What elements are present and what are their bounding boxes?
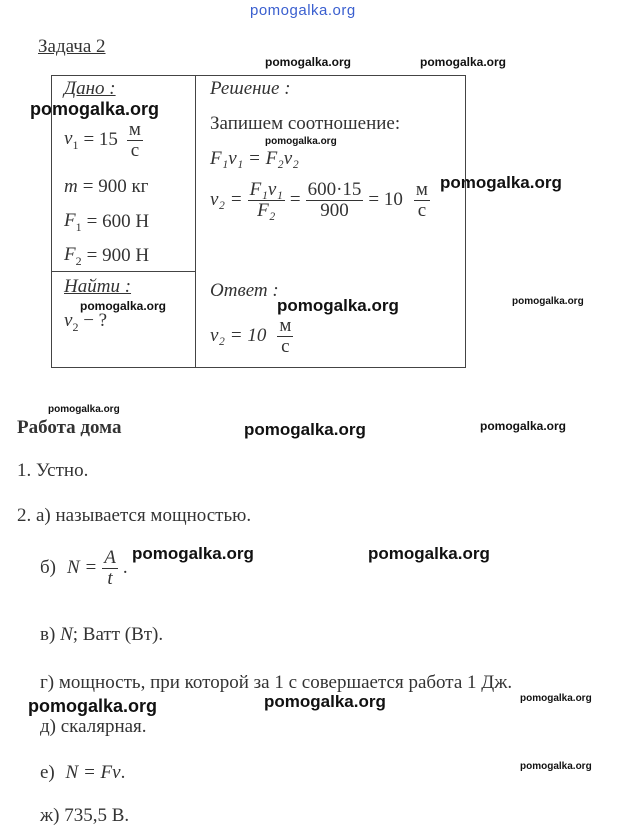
- v1-subscript: 1: [72, 137, 79, 152]
- given-f1: [64, 210, 149, 235]
- v1-value: = 15: [83, 129, 118, 151]
- watermark: pomogalka.org: [480, 419, 567, 433]
- watermark: pomogalka.org: [48, 404, 120, 415]
- watermark: pomogalka.org: [440, 173, 562, 192]
- homework-heading: Работа дома: [17, 417, 122, 438]
- eq2-fraction-denominator: F₂: [257, 199, 276, 221]
- answer-unit-numerator: м: [279, 315, 292, 336]
- given-f2: [64, 244, 149, 269]
- watermark: pomogalka.org: [265, 55, 352, 69]
- v2-symbol: v: [64, 310, 73, 331]
- watermark: pomogalka.org: [520, 761, 592, 772]
- find-question: − ?: [78, 310, 108, 331]
- watermark: pomogalka.org: [368, 544, 490, 563]
- eq2-equals: =: [289, 189, 301, 211]
- v1-unit-denominator: с: [130, 139, 140, 161]
- given-heading: Дано :: [64, 78, 116, 99]
- item-b-end: .: [122, 557, 128, 579]
- item-v-symbol: N: [60, 624, 73, 645]
- item-b-label: б): [40, 557, 56, 579]
- item-b-fraction: [102, 548, 118, 589]
- solution-heading: Решение :: [210, 78, 291, 99]
- f1-value: = 600 Н: [86, 211, 150, 233]
- eq2-numeric-denominator: 900: [320, 199, 349, 221]
- item-e-end: .: [120, 762, 126, 783]
- given-v1: [64, 120, 143, 161]
- watermark: pomogalka.org: [30, 99, 160, 119]
- f2-subscript: 2: [75, 253, 82, 268]
- f1-symbol: F: [64, 210, 76, 231]
- homework-item-e: [40, 762, 125, 784]
- solution-intro: Запишем соотношение:: [210, 113, 401, 134]
- item-b-lhs: N =: [67, 557, 98, 579]
- eq2-result: = 10: [368, 189, 403, 211]
- homework-item-zh: ж) 735,5 В.: [40, 805, 130, 826]
- homework-item-g: г) мощность, при которой за 1 с совершается работа 1 Дж.: [40, 672, 513, 693]
- mass-value: = 900 кг: [82, 176, 149, 197]
- answer-value: [210, 316, 293, 357]
- f2-symbol: F: [64, 244, 76, 265]
- f1-subscript: 1: [75, 219, 82, 234]
- watermark: pomogalka.org: [512, 296, 584, 307]
- answer-lhs: v₂ = 10: [210, 325, 267, 347]
- find-target: [64, 310, 107, 335]
- eq2-numeric-fraction: [306, 180, 364, 221]
- watermark: pomogalka.org: [80, 299, 167, 313]
- eq2-numeric-numerator: 600·15: [307, 179, 362, 200]
- item-e-formula: N = Fv: [65, 762, 121, 783]
- watermark-top: pomogalka.org: [250, 2, 356, 19]
- task-title: Задача 2: [38, 36, 106, 57]
- eq2-fraction: [248, 180, 285, 221]
- watermark: pomogalka.org: [28, 696, 158, 716]
- mass-symbol: m: [64, 176, 78, 197]
- v2-subscript: 2: [72, 319, 79, 334]
- homework-item-v: [40, 624, 163, 646]
- item-e-label: е): [40, 762, 55, 783]
- eq2-unit-denominator: с: [417, 199, 427, 221]
- watermark: pomogalka.org: [420, 55, 507, 69]
- find-heading: Найти :: [64, 276, 132, 297]
- watermark: pomogalka.org: [520, 693, 592, 704]
- f2-value: = 900 Н: [86, 245, 150, 267]
- v1-symbol: v: [64, 128, 73, 150]
- item-v-rest: ; Ватт (Вт).: [72, 624, 164, 645]
- homework-item-2a: 2. а) называется мощностью.: [17, 505, 252, 526]
- eq2-lhs: v₂ =: [210, 189, 243, 211]
- watermark: pomogalka.org: [265, 136, 337, 147]
- eq2-unit-numerator: м: [415, 179, 428, 200]
- watermark: pomogalka.org: [244, 420, 366, 439]
- watermark: pomogalka.org: [132, 544, 254, 563]
- v1-unit: [127, 120, 143, 161]
- solution-equation-2: [210, 180, 430, 221]
- watermark: pomogalka.org: [277, 296, 399, 315]
- answer-unit: [277, 316, 293, 357]
- watermark: pomogalka.org: [264, 692, 386, 711]
- table-divider-vertical: [195, 75, 196, 368]
- homework-item-b: [40, 548, 128, 589]
- v1-unit-numerator: м: [128, 119, 141, 140]
- item-v-label: в): [40, 624, 56, 645]
- homework-item-d: д) скалярная.: [40, 716, 147, 737]
- homework-item-1: 1. Устно.: [17, 460, 89, 481]
- answer-heading: Ответ :: [210, 280, 279, 301]
- table-divider-horizontal: [51, 271, 196, 272]
- item-b-numerator: A: [104, 547, 116, 568]
- eq2-fraction-numerator: F₁v₁: [249, 179, 283, 200]
- answer-unit-denominator: с: [281, 335, 290, 357]
- solution-equation-1: F₁v₁ = F₂v₂: [210, 148, 299, 169]
- eq2-unit: [414, 180, 430, 221]
- given-mass: [64, 176, 148, 198]
- item-b-denominator: t: [107, 567, 113, 589]
